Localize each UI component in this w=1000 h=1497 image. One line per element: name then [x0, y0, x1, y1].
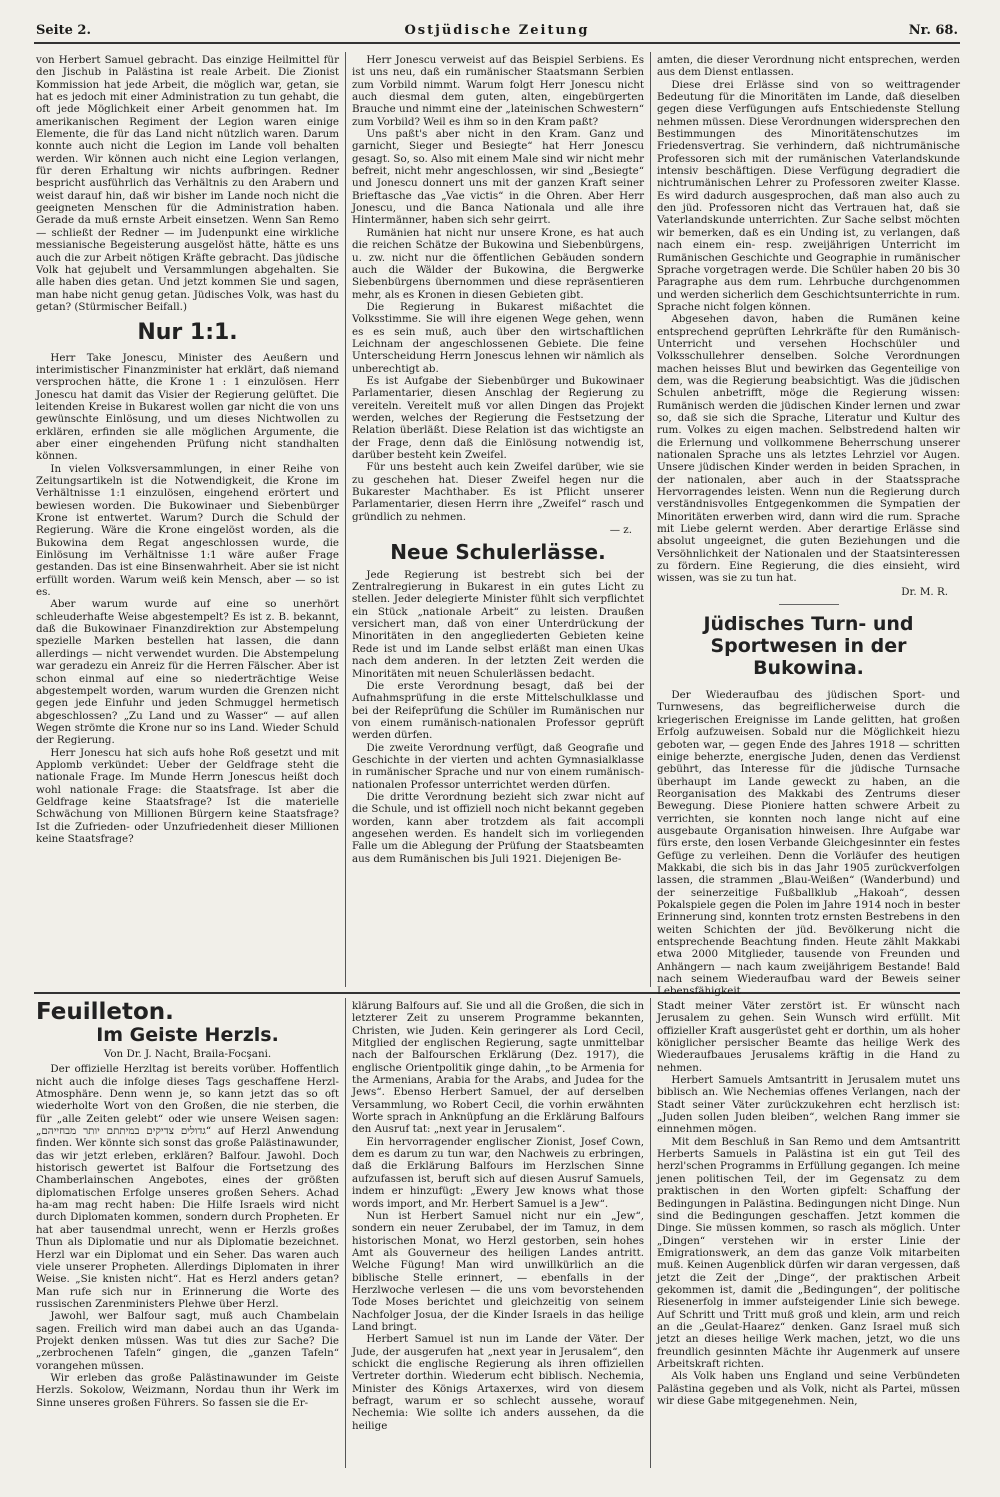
- paragraph: Als Volk haben uns England und seine Verbündeten Palästina gegeben und als Volk, nicht als Partei, müssen wir diese Gabe mitgegenehmen. Nein,: [657, 1370, 960, 1407]
- paragraph: Herr Jonescu hat sich aufs hohe Roß gesetzt und mit Applomb verkündet: Ueber der Geldfrage steht die nationale Frage. Im Munde Herrn Jonescus heißt doch wohl nationale Frage: die Staatsfrage. Ist aber die Geldfrage keine Staatsfrage? Ist die materielle Schwächung von Millionen Bürgern keine Staatsfrage? Ist die Zufrieden- oder Unzufriedenheit dieser Millionen keine Staatsfrage?: [36, 746, 339, 845]
- author-signature: Dr. M. R.: [901, 585, 948, 598]
- paragraph: Rumänien hat nicht nur unsere Krone, es hat auch die reichen Schätze der Bukowina und Siebenbürgens, u. zw. nicht nur die öffentlichen Gebäuden sondern auch die Wälder der Bukowina, die Bergwerke Siebenbürgens übernommen und diese repräsentieren mehr, als es Kronen in diesen Gebieten gibt.: [352, 226, 644, 301]
- paragraph: Diese drei Erlässe sind von so weittragender Bedeutung für die Minoritäten im Lande, daß dieselben gegen diese Verfügungen aufs Entschiedenste Stellung nehmen müssen. Diese Verordnungen widersprechen den Bestimmungen des Minoritätenschutzes im Friedensvertrag. Sie verhindern, daß nichtrumänische Professoren sich mit der rumänischen Vaterlandskunde intensiv beschäftigen. Diese Verfügung degradiert die nichtrumänischen Lehrer zu Professoren zweiter Klasse. Es wird dadurch ausgesprochen, daß man also auch zu den jüd. Professoren nicht das Vertrauen hat, daß sie Vaterlandskunde unterrichten. Zur Sache selbst möchten wir bemerken, daß es ein Unding ist, zu verlangen, daß nach einem ein- resp. zweijährigen Unterricht im Rumänischen Geschichte und Geographie in rumänischer Sprache vorgetragen werde. Die Schüler haben 20 bis 30 Paragraphe aus dem rum. Lehrbuche durchgenommen und werden sicherlich dem Geschichtsunterrichte in rum. Sprache nicht folgen können.: [657, 78, 960, 313]
- paragraph: von Herbert Samuel gebracht. Das einzige Heilmittel für den Jischub in Palästina ist reale Arbeit. Die Zionist Kommission hat jede Arbeit, die möglich war, getan, sie hat es jedoch mit einer Administration zu tun gehabt, die oft jede Möglichkeit einer Arbeit genommen hat. Im amerikanischen Regiment der Legion waren einige Elemente, die für das Land nicht nützlich waren. Darum konnte auch nicht die Legion im Lande voll behalten werden. Wir können auch nicht eine Legion verlangen, für deren Erhaltung wir nichts aufbringen. Redner bespricht ausführlich das Verhältnis zu den Arabern und weist darauf hin, daß wir bisher im Lande noch nicht die geeigneten Menschen für die Administration haben. Gerade da muß ernste Arbeit einsetzen. Wenn San Remo — schließt der Redner — im Judenpunkt eine wirkliche messianische Begeisterung ausgelöst hätte, hätte es uns auch die zur Arbeit nötigen Kräfte gebracht. Das jüdische Volk hat gejubelt und Versammlungen abgehalten. Sie alle haben dies getan. Und jetzt kommen Sie und sagen, man habe nicht genug getan. Jüdisches Volk, was hast du getan? (Stürmischer Beifall.): [36, 54, 339, 313]
- paragraph: Uns paßt's aber nicht in den Kram. Ganz und garnicht, Sieger und Besiegte“ hat Herr Jonescu gesagt. So, so. Also mit einem Male sind wir nicht mehr befreit, nicht mehr angeschlossen, wir sind „Besiegte“ und Jonescu donnert uns mit der ganzen Kraft seiner Brieftasche das „Vae victis“ in die Ohren. Aber Herr Jonescu, und die Banca Nationala und alle ihre Hintermänner, haben sich sehr geirrt.: [352, 128, 644, 227]
- page-header: [34, 20, 960, 44]
- separator-rule: [779, 604, 839, 605]
- article-title-nur: Nur 1:1.: [137, 320, 238, 346]
- paragraph: Die erste Verordnung besagt, daß bei der Aufnahmsprüfung in die erste Mittelschulklasse und bei der Reifeprüfung die Schüler im Rumänischen nur von einem rumänisch-nationalen Professor geprüft werden dürfen.: [352, 679, 644, 742]
- article-title-schulerlaesse: Neue Schulerlässe.: [390, 540, 606, 565]
- paragraph: Mit dem Beschluß in San Remo und dem Amtsantritt Herberts Samuels in Palästina ist ein gut Teil des herzl'schen Programms in Erfüllung gegangen. Ich meine jenen politischen Teil, der im Gegensatz zu dem praktischen in den Worten gipfelt: Schaffung der Bedingungen in Palästina. Bedingungen nicht Dinge. Nun sind die Bedingungen geschaffen. Jetzt kommen die Dinge. Sie müssen kommen, so rasch als möglich. Unter „Dingen“ verstehen wir in erster Linie der Emigrationswerk, an dem das ganze Volk mitarbeiten muß. Keinen Augenblick dürfen wir daran vergessen, daß jetzt die Zeit der „Dinge“, der praktischen Arbeit gekommen ist, damit die „Bedingungen“, der politische Riesenerfolg in immer aufsteigender Linie sich bewege. Auf Schritt und Tritt muß groß und klein, arm und reich an die „Geulat-Haarez“ denken. Ganz Israel muß sich jetzt an dieses heilige Werk machen, jetzt, wo die uns freundlich gesinnten Mächte ihr Augenmerk auf unsere Arbeitskraft richten.: [657, 1135, 960, 1370]
- paragraph: Jede Regierung ist bestrebt sich bei der Zentralregierung in Bukarest in ein gutes Licht zu stellen. Jeder delegierte Minister fühlt sich verpflichtet ein Stück „nationale Arbeit“ zu leisten. Draußen versichert man, daß von einer Unterdrückung der Minoritäten in den angegliederten Gebieten keine Rede ist und im Lande selbst erläßt man einen Ukas nach dem anderen. In der letzten Zeit werden die Minoritäten mit neuen Schulerlässen bedacht.: [352, 568, 644, 680]
- feuilleton-column-2: [352, 1000, 644, 1470]
- paragraph: Aber warum wurde auf eine so unerhört schleuderhafte Weise abgestempelt? Es ist z. B. bekannt, daß die Bukowinaer Finanzdirektion zur Abstempelung spezielle Marken bestellen hat lassen, die dann allerdings — nicht verwendet wurden. Die Abstempelung war geradezu ein Anreiz für die Herren Fälscher. Aber ist schon einmal auf eine so niederträchtige Weise abgestempelt worden, warum wurden die Grenzen nicht gegen jede Einfuhr und jeden Schmuggel hermetisch abgeschlossen? „Zu Land und zu Wasser“ — auf allen Wegen strömte die Krone nur so ins Land. Wieder Schuld der Regierung.: [36, 598, 339, 747]
- byline: Von Dr. J. Nacht, Braila-Focşani.: [103, 1048, 272, 1060]
- paragraph: Für uns besteht auch kein Zweifel darüber, wie sie zu geschehen hat. Dieser Zweifel hegen nur die Bukarester Machthaber. Es ist Pflicht unserer Parlamentarier, diesen Herrn ihre „Zweifel“ rasch und gründlich zu nehmen.: [352, 461, 644, 523]
- paragraph: Wir erleben das große Palästinawunder im Geiste Herzls. Sokolow, Weizmann, Nordau thun ihr Werk im Sinne unseres großen Führers. So fassen sie die Er-: [36, 1371, 339, 1409]
- column-1: [36, 54, 339, 988]
- paragraph: Herbert Samuels Amtsantritt in Jerusalem mutet uns biblisch an. Wie Nechemias offenes Verlangen, nach der Stadt seiner Väter zurückzukehren echt herzlisch ist: „Juden sollen Juden bleiben“, welchen Rang immer sie einnehmen mögen.: [657, 1074, 960, 1136]
- paragraph: Es ist Aufgabe der Siebenbürger und Bukowinaer Parlamentarier, diesen Anschlag der Regierung zu vereiteln. Vereitelt muß vor allen Dingen das Projekt werden, welches der Regierung die Festsetzung der Relation überläßt. Diese Relation ist das wichtigste an der Frage, denn daß die Einlösung notwendig ist, darüber besteht kein Zweifel.: [352, 374, 644, 461]
- paragraph: Der offizielle Herzltag ist bereits vorüber. Hoffentlich nicht auch die infolge dieses Tags geschaffene Herzl-Atmosphäre. Denn wenn je, so kann jetzt das so oft wiederholte Wort von den Großen, die nie sterben, die für „alle Zeiten gelebt“ oder wie unsere Weisen sagen: „גדולים צדיקים במיתתם יותר מבחייהם“ auf Herzl Anwendung finden. Wer könnte sich sonst das große Palästinawunder, das wir jetzt erleben, erklären? Balfour. Jawohl. Doch historisch gewertet ist Balfour die Fortsetzung des Chamberlainschen Angebotes, eines der größten diplomatischen Erfolge unseres großen Sehers. Achad ha-am mag recht haben: Die Hilfe Israels wird nicht durch Diplomaten kommen, sondern durch Propheten. Er hat aber tausendmal unrecht, wenn er Herzls großes Thun als Diplomatie und nur als Diplomatie bezeichnet. Herzl war ein Diplomat und ein Seher. Das waren auch viele unserer Propheten. Allerdings Diplomaten in ihrer Weise. „Sie knisten nicht“. Hat es Herzl anders getan? Man rufe sich nur in Erinnerung die Worte des russischen Zarenministers Plehwe über Herzl.: [36, 1063, 339, 1310]
- article-title-turnwesen: Jüdisches Turn- und Sportwesen in der Bukowina.: [703, 613, 914, 680]
- paragraph: amten, die dieser Verordnung nicht entsprechen, werden aus dem Dienst entlassen.: [657, 54, 960, 79]
- paragraph: Herr Take Jonescu, Minister des Aeußern und interimistischer Finanzminister hat erklärt, daß niemand versprochen hätte, die Krone 1 : 1 einzulösen. Herr Jonescu hat damit das Visier der Regierung gelüftet. Die leitenden Kreise in Bukarest wollen gar nicht die von uns gewünschte Einlösung, und um dieses Nichtwollen zu erklären, erfinden sie alle möglichen Argumente, die aber einer eingehenden Prüfung nicht standhalten können.: [36, 351, 339, 463]
- paragraph: Stadt meiner Väter zerstört ist. Er wünscht nach Jerusalem zu gehen. Sein Wunsch wird erfüllt. Mit offizieller Kraft ausgerüstet geht er dorthin, um als hoher königlicher persischer Beamte das heilige Werk des Wiederaufbaues Jerusalems kräftig in die Hand zu nehmen.: [657, 1000, 960, 1074]
- issue-number: Nr. 68.: [908, 23, 958, 38]
- feuilleton-label: Feuilleton.: [36, 999, 174, 1025]
- masthead-title: Ostjüdische Zeitung: [404, 23, 590, 38]
- paragraph: Ein hervorragender englischer Zionist, Josef Cown, dem es darum zu tun war, den Nachweis zu erbringen, daß die Erklärung Balfours im Herzlschen Sinne aufzufassen ist, beruft sich auf diesen Ausruf Samuels, indem er hinzufügt: „Ewery Jew knows what those words import, and Mr. Herbert Samuel is a Jew“.: [352, 1135, 644, 1210]
- paragraph: Herr Jonescu verweist auf das Beispiel Serbiens. Es ist uns neu, daß ein rumänischer Staatsmann Serbien zum Vorbild nimmt. Warum folgt Herr Jonescu nicht auch diesmal dem guten, alten, eingebürgerten Brauche und nimmt eine der „lateinischen Schwestern“ zum Vorbild? Weil es ihm so in den Kram paßt?: [352, 54, 644, 128]
- paragraph: Nun ist Herbert Samuel nicht nur ein „Jew“, sondern ein neuer Zerubabel, der im Tamuz, in dem historischen Monat, wo Herzl gestorben, sein hohes Amt als Gouverneur des heiligen Landes antritt. Welche Fügung! Man wird unwillkürlich an die biblische Stelle erinnert, — ebenfalls in der Herzlwoche verlesen — die uns vom bevorstehenden Tode Moses berichtet und gleichzeitig von seinem Nachfolger Josua, der die Kinder Israels in das heilige Land bringt.: [352, 1209, 644, 1333]
- paragraph: Jawohl, wer Balfour sagt, muß auch Chambelain sagen. Freilich wird man dabei auch an das Uganda-Projekt denken müssen. Was tut dies zur Sache? Die „zerbrochenen Tafeln“ gingen, die „ganzen Tafeln“ vorangehen müssen.: [36, 1310, 339, 1372]
- paragraph: Abgesehen davon, haben die Rumänen keine entsprechend geprüften Lehrkräfte für den Rumänisch-Unterricht und versehen Hochschüler und Volksschullehrer denselben. Solche Verordnungen machen heisses Blut und bewirken das Gegenteilige von dem, was die Regierung beabsichtigt. Was die jüdischen Schulen anbetrifft, möge die Regierung wissen: Rumänisch werden die jüdischen Kinder lernen und zwar so, daß sie sich die Sprache, Literatur und Kultur des rum. Volkes zu eigen machen. Selbstredend halten wir die Erlernung und vollkommene Beherrschung unserer nationalen Sprache uns als letztes Lehrziel vor Augen. Unsere jüdischen Kinder werden in beiden Sprachen, in der nationalen, aber auch in der Staatssprache Hervorragendes leisten. Wenn nun die Regierung durch verständnisvolles Entgegenkommen die Sympatien der Minoritäten erwerben wird, dann wird die rum. Sprache mit Liebe gelernt werden. Aber derartige Erlässe sind absolut ungeeignet, die guten Beziehungen und die Versöhnlichkeit der Nationalen und der Staatsinteressen zu fördern. Eine Regierung, die dies einsieht, wird wissen, was sie zu tun hat.: [657, 313, 960, 585]
- feuilleton-column-3: [657, 1000, 960, 1470]
- paragraph: Die dritte Verordnung bezieht sich zwar nicht auf die Schule, und ist offiziell noch nicht bekannt gegeben worden, kann aber trotzdem als fait accompli angesehen werden. Es handelt sich im vorliegenden Falle um die Ablegung der Prüfung der Staatsbeamten aus dem Rumänischen bis Juli 1921. Diejenigen Be-: [352, 790, 644, 865]
- paragraph: Der Wiederaufbau des jüdischen Sport- und Turnwesens, das begreiflicherweise durch die kriegerischen Ereignisse im Lande gelitten, hat großen Erfolg aufzuweisen. Sobald nur die Möglichkeit hiezu geboten war, — gegen Ende des Jahres 1918 — schritten einige beherzte, energische Juden, denen das Verdienst gebührt, das Interesse für die jüdische Turnsache überhaupt im Lande geweckt zu haben, an die Reorganisation des Makkabi des Zentrums dieser Bewegung. Diese Pioniere hatten schwere Arbeit zu verrichten, sie konnten noch lange nicht auf eine ausgebaute Organisation hinweisen. Ihre Aufgabe war fürs erste, den losen Verbande Gleichgesinnter ein festes Gefüge zu verleihen. Denn die Vorläufer des heutigen Makkabi, die sich bis in das Jahr 1905 zurückverfolgen lassen, die strammen „Blau-Weißen“ (Wanderbund) und der seinerzeitige Fußballklub „Hakoah“, dessen Pokalspiele gegen die Polen im Jahre 1914 noch in bester Erinnerung sind, konnten trotz ernsten Bestrebens in den weiten Schichten der jüd. Bevölkerung nicht die entsprechende Beachtung finden. Heute zählt Makkabi etwa 2000 Mitglieder, tausende von Freunden und Anhängern — nach kaum zweijährigem Bestande! Bald nach seinem Wiederaufbau ward der Beweis seiner Lebensfähigkeit: [657, 689, 960, 998]
- paragraph: Die Regierung in Bukarest mißachtet die Volksstimme. Sie will ihre eigenen Wege gehen, wenn es es sein muß, auch über den wirtschaftlichen Leichnam der angeschlossenen Gebiete. Die feine Unterscheidung Herrn Jonescus lehnen wir nämlich als unberechtigt ab.: [352, 300, 644, 375]
- column-rule: [345, 52, 346, 987]
- author-signature: — z.: [609, 524, 632, 537]
- paragraph: Herbert Samuel ist nun im Lande der Väter. Der Jude, der ausgerufen hat „next year in Jerusalem“, den schickt die englische Regierung als ihren offiziellen Vertreter dorthin. Wiederum echt biblisch. Nechemia, Minister des Königs Artaxerxes, wird von diesem befragt, warum er so schlecht aussehe, worauf Nechemia: Wie sollte ich anders aussehen, da die heilige: [352, 1333, 644, 1432]
- paragraph: klärung Balfours auf. Sie und all die Großen, die sich in letzterer Zeit zu unserem Programme bekannten, Christen, wie Juden. Kein geringerer als Lord Cecil, Mitglied der englischen Regierung, sagte unmittelbar nach der Balfourschen Erklärung (Dez. 1917), die englische Orientpolitik ginge dahin, „to be Armenia for the Armenians, Arabia for the Arabs, and Judea for the Jews“. Ebenso Herbert Samuel, der auf derselben Versammlung, wo Robert Cecil, die vorhin erwähnten Worte sprach in Anknüpfung an die Erklärung Balfours den Ausruf tat: „next year in Jerusalem“.: [352, 1000, 644, 1136]
- feuilleton-column-1: [36, 1000, 339, 1470]
- paragraph: Die zweite Verordnung verfügt, daß Geografie und Geschichte in der vierten und achten Gymnasialklasse in rumänischer Sprache und nur von einem rumänisch-nationalen Professor unterrichtet werden dürfen.: [352, 741, 644, 791]
- column-3: [657, 54, 960, 998]
- paragraph: In vielen Volksversammlungen, in einer Reihe von Zeitungsartikeln ist die Notwendigkeit, die Krone im Verhältnisse 1:1 einzulösen, eingehend erörtert und bewiesen worden. Die Bukowinaer und Siebenbürger Krone ist entwertet. Warum? Durch die Schuld der Regierung. Wäre die Krone eingelöst worden, als die Bukowina dem Regat angeschlossen wurde, die Einlösung im Verhältnisse 1:1 wäre außer Frage gestanden. Das ist eine Binsenwahrheit. Aber sie ist nicht erfüllt worden. Warum weiß kein Mensch, aber — so ist es.: [36, 462, 339, 599]
- feuilleton-title: Im Geiste Herzls.: [96, 1024, 279, 1046]
- column-rule: [650, 52, 651, 987]
- column-rule: [650, 998, 651, 1468]
- column-rule: [345, 998, 346, 1468]
- column-2: [352, 54, 644, 988]
- page-label: Seite 2.: [36, 23, 91, 38]
